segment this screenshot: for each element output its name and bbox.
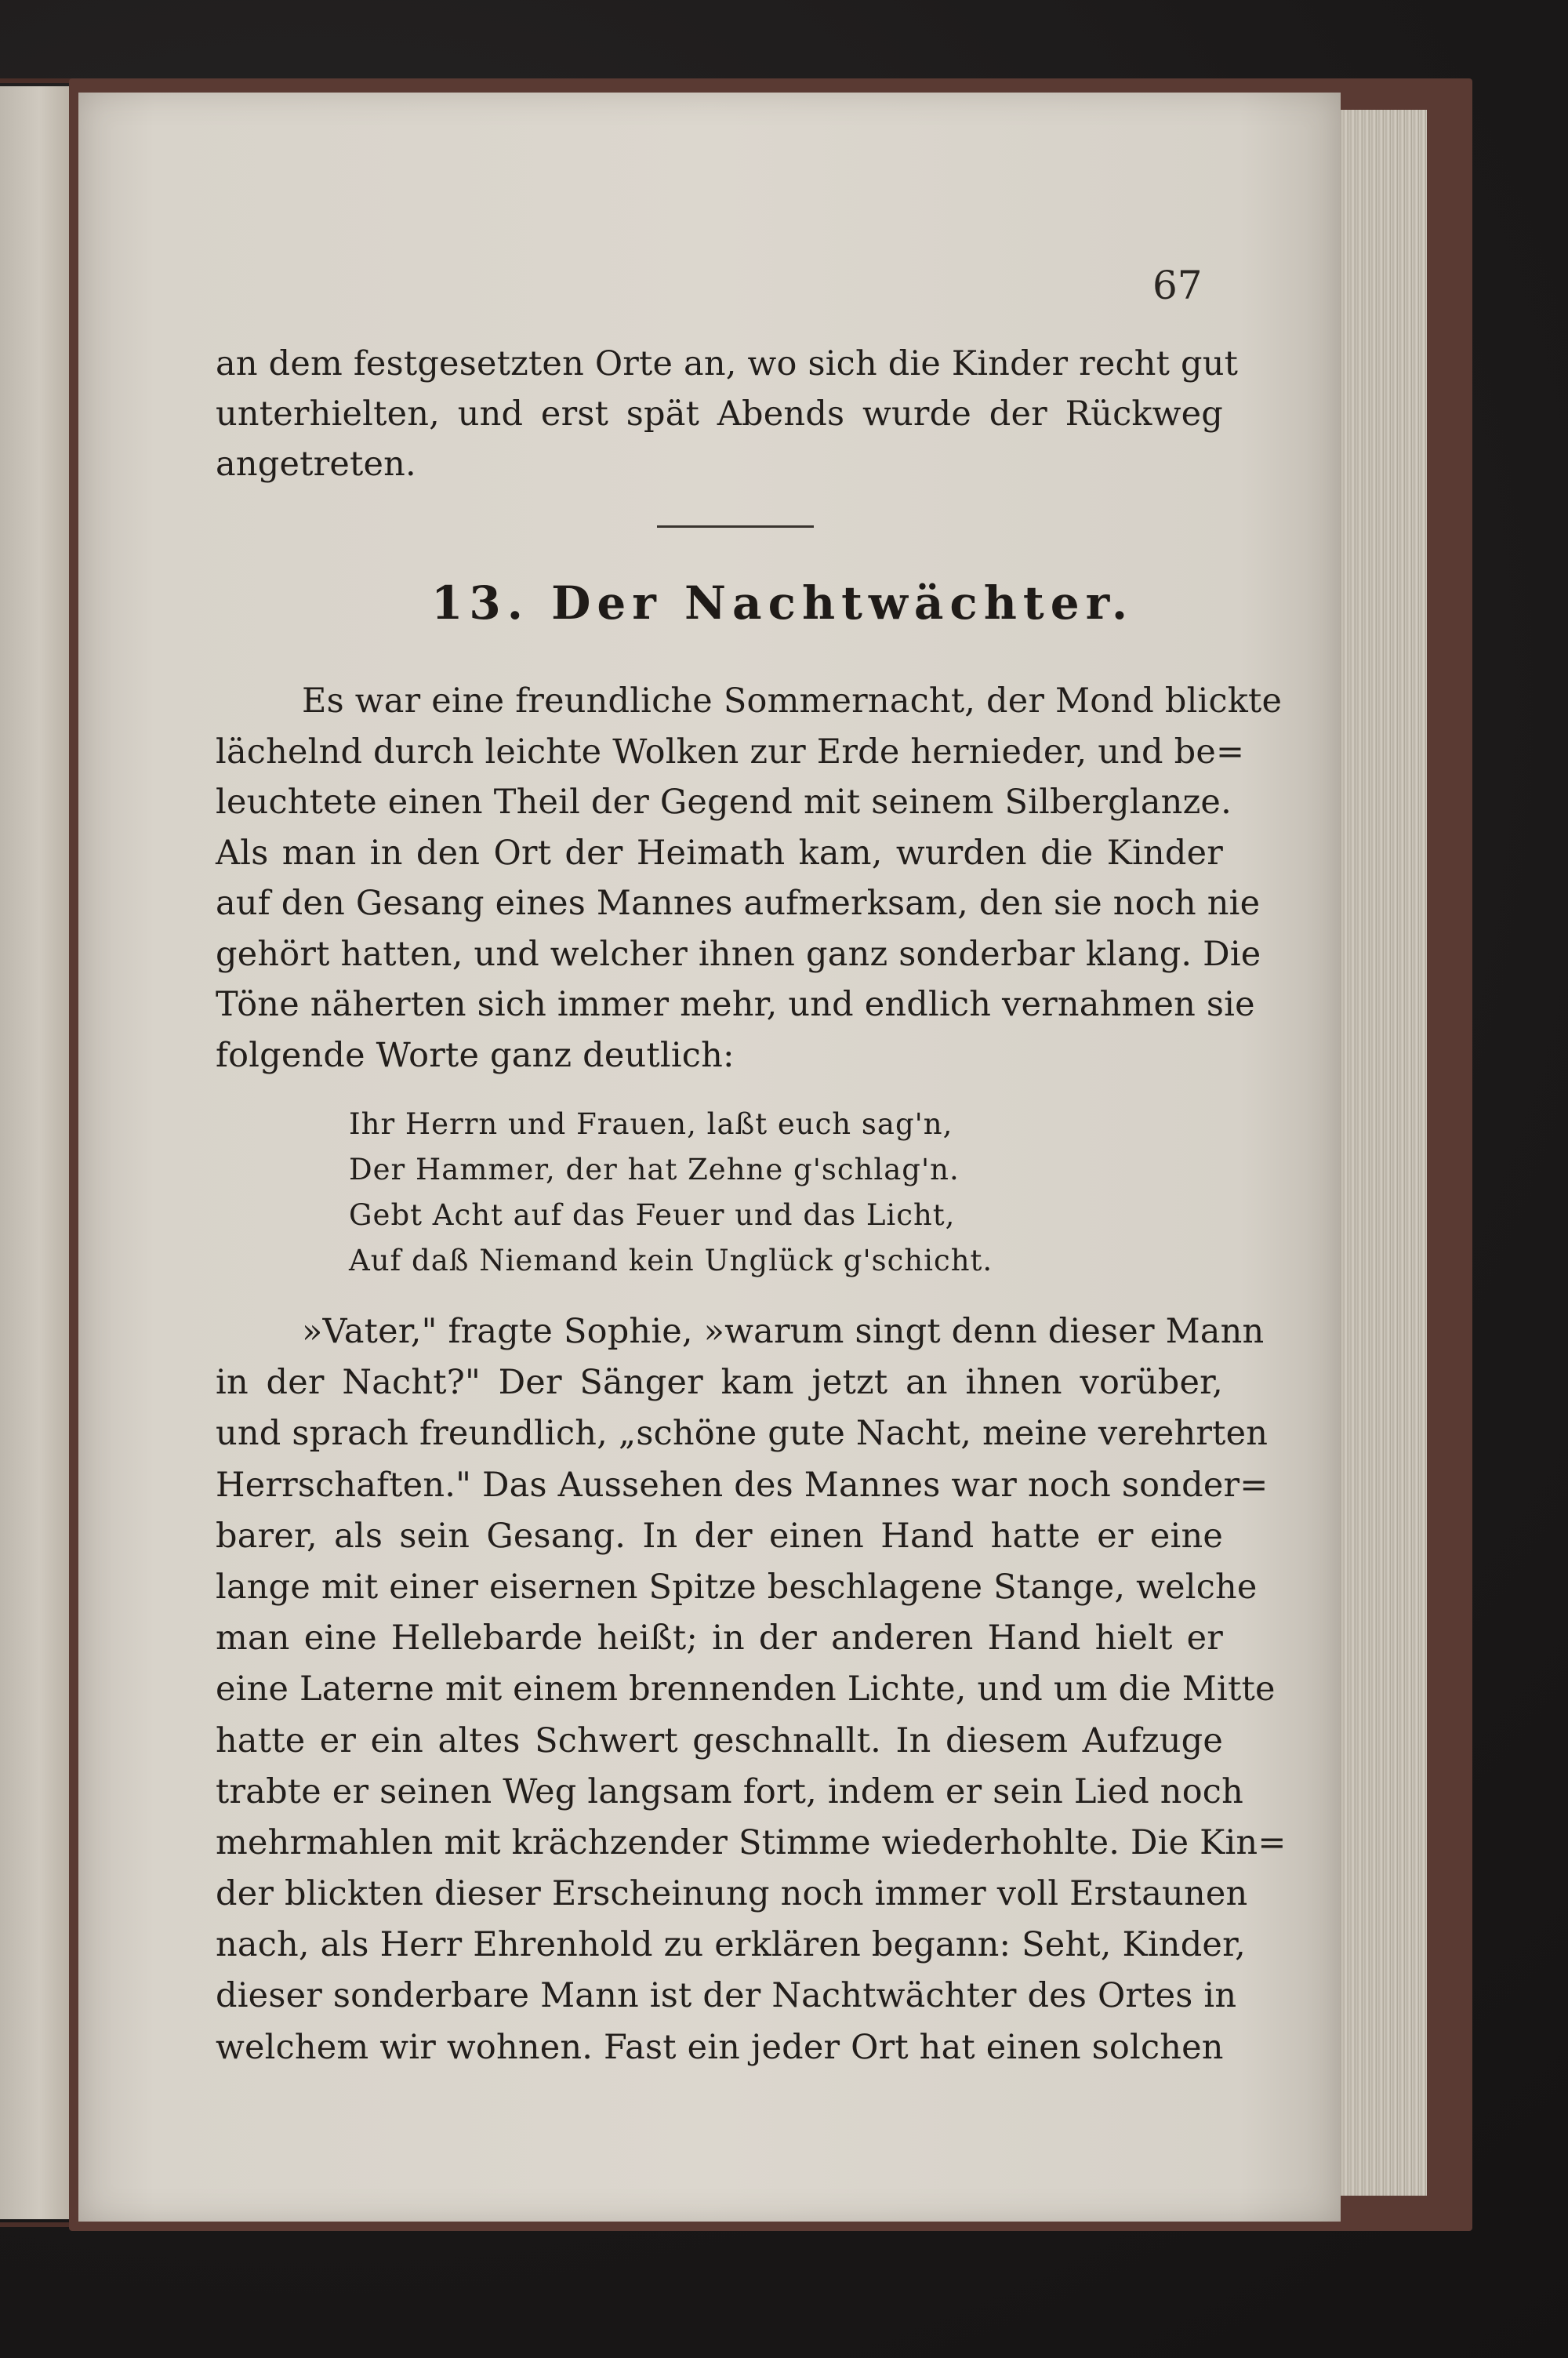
text-line: trabte er seinen Weg langsam fort, indem er sein Lied noch [216,1771,1243,1811]
text-line: angetreten. [216,445,416,484]
text-line: lange mit einer eisernen Spitze beschlagene Stange, welche [216,1567,1258,1607]
text-line: Töne näherten sich immer mehr, und endlich vernahmen sie [216,985,1255,1024]
verse-line: Gebt Acht auf das Feuer und das Licht, [349,1198,956,1232]
text-line: Als man in den Ort der Heimath kam, wurden die Kinder [216,833,1223,873]
text-line: welchem wir wohnen. Fast ein jeder Ort hat einen solchen [216,2027,1224,2067]
top-paragraph [216,339,1239,489]
paragraph-1 [216,676,1283,1081]
text-line: barer, als sein Gesang. In der einen Hand hatte er eine [216,1516,1223,1556]
text-line: an dem festgesetzten Orte an, wo sich die Kinder recht gut [216,344,1239,383]
left-cover-edge [0,78,78,2227]
text-line: in der Nacht?" Der Sänger kam jetzt an ihnen vorüber, [216,1363,1223,1403]
text-line: Herrschaften." Das Aussehen des Mannes war noch sonder= [216,1465,1269,1505]
page-stack-edge [1333,110,1427,2196]
verse-line: Auf daß Niemand kein Unglück g'schicht. [349,1244,993,1277]
section-heading: 13. Der Nachtwächter. [431,576,1134,630]
text-line: lächelnd durch leichte Wolken zur Erde hernieder, und be= [216,732,1245,772]
page-number: 67 [1152,263,1203,308]
text-line: gehört hatten, und welcher ihnen ganz sonderbar klang. Die [216,934,1261,974]
text-line: nach, als Herr Ehrenhold zu erklären begann: Seht, Kinder, [216,1925,1246,1965]
text-line: dieser sonderbare Mann ist der Nachtwächter des Ortes in [216,1976,1237,2016]
text-line: man eine Hellebarde heißt; in der anderen Hand hielt er [216,1619,1223,1659]
text-line: folgende Worte ganz deutlich: [216,1035,735,1075]
section-divider [657,525,814,528]
text-line: auf den Gesang eines Mannes aufmerksam, den sie noch nie [216,884,1261,923]
verse-block [349,1102,993,1284]
text-line: eine Laterne mit einem brennenden Lichte, und um die Mitte [216,1669,1276,1709]
text-line: der blickten dieser Erscheinung noch immer voll Erstaunen [216,1874,1248,1914]
text-line: mehrmahlen mit krächzender Stimme wiederhohlte. Die Kin= [216,1822,1287,1862]
text-line: Es war eine freundliche Sommernacht, der Mond blickte [302,681,1283,721]
paragraph-2 [216,1306,1287,2073]
text-line: hatte er ein altes Schwert geschnallt. In diesem Aufzuge [216,1720,1223,1760]
verse-line: Ihr Herrn und Frauen, laßt euch sag'n, [349,1107,953,1141]
text-line: und sprach freundlich, „schöne gute Nacht, meine verehrten [216,1414,1269,1454]
text-line: leuchtete einen Theil der Gegend mit seinem Silberglanze. [216,783,1232,822]
verse-line: Der Hammer, der hat Zehne g'schlag'n. [349,1153,960,1186]
text-line: »Vater," fragte Sophie, »warum singt denn dieser Mann [302,1312,1265,1351]
text-line: unterhielten, und erst spät Abends wurde der Rückweg [216,394,1223,434]
